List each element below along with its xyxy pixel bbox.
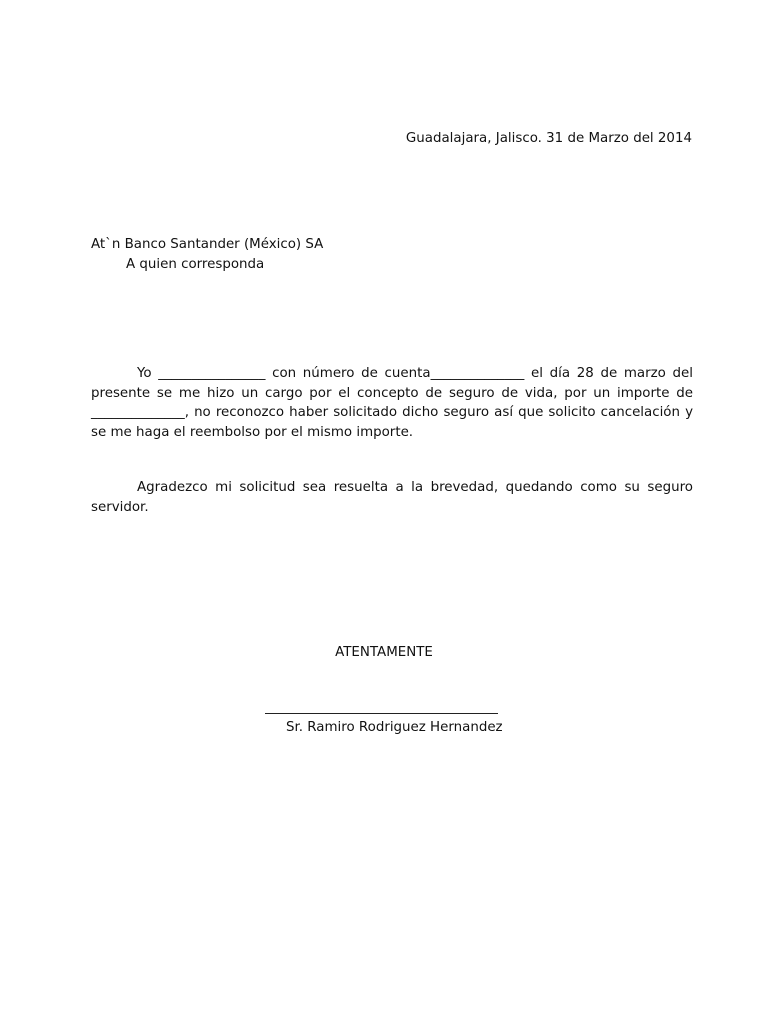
signature-line xyxy=(265,713,498,714)
recipient-name: At`n Banco Santander (México) SA xyxy=(91,237,324,252)
dateline: Guadalajara, Jalisco. 31 de Marzo del 2014 xyxy=(405,131,692,146)
body-paragraph-2 xyxy=(91,478,693,517)
body-paragraph-1 xyxy=(91,364,693,442)
body-paragraph-1-text: Yo ________________ con número de cuenta______________ el día 28 de marzo del presente se me hizo un cargo por el concepto de seguro de vida, por un importe de ______________, no reconozco haber solicitado dicho seguro así que solicito cancelación y se me haga el reembolso por el mismo importe. xyxy=(91,366,693,440)
recipient-salutation: A quien corresponda xyxy=(126,257,265,272)
signer-name: Sr. Ramiro Rodriguez Hernandez xyxy=(286,720,503,735)
recipient-block xyxy=(91,235,323,275)
closing: ATENTAMENTE xyxy=(335,645,433,660)
body-paragraph-2-text: Agradezco mi solicitud sea resuelta a la brevedad, quedando como su seguro servidor. xyxy=(91,480,693,515)
